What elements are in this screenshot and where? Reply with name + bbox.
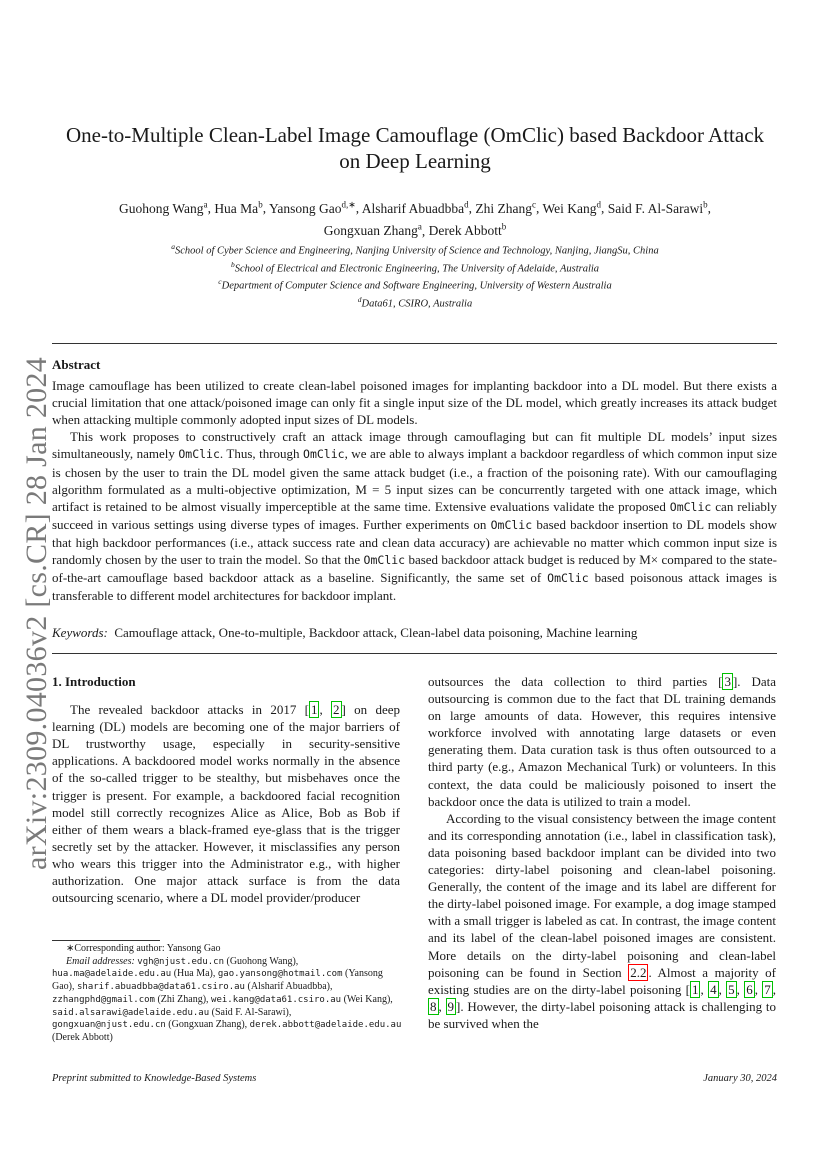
author: Gongxuan Zhang$^a$	[323, 221, 422, 238]
affiliation: $^c$Department of Computer Science and Software Engineering, University of Western Australia	[218, 277, 612, 292]
citation-link[interactable]: 1	[310, 702, 318, 718]
paper-title	[60, 122, 770, 174]
email-link[interactable]: hua.ma@adelaide.edu.au	[52, 969, 172, 980]
email-link[interactable]: derek.abbott@adelaide.edu.au	[249, 1020, 402, 1031]
affiliation: $^b$School of Electrical and Electronic Engineering, The University of Adelaide, Australia	[230, 259, 600, 274]
author: Alsharif Abuadbba$^d$	[361, 199, 469, 216]
abstract-bottom-rule	[52, 653, 777, 654]
intro-paragraph-2: According to the visual consistency between the image content and its corresponding annotation (i.e., label in classification task), data poisoning based backdoor implant can be divided into two categories: dirty-label poisoning and clean-label poisoning. Generally, the content of the image and its label are different for the dirty-label poisoned image. For example, a dog image stamped with a small trigger is labeled as cat. In contrast, the image content and its label of the clean-label poisoned images are consistent. More details on the dirty-label poisoning and clean-label poisoning can be found in Section 2.2 . Almost a majority of existing studies are on the dirty-label poisoning [ 1 , 4 , 5 , 6 , 7 , 8 , 9 ]. However, the dirty-label poisoning attack is challenging to be survived when the	[428, 810, 777, 1031]
abstract-paragraph-1: Image camouflage has been utilized to create clean-label poisoned images for implanting backdoor into a DL model. But there exists a crucial limitation that one attack/poisoned image can only fit a single input size of the DL model, which greatly increases its attack budget when attacking multiple commonly adopted input sizes of DL models.	[52, 378, 777, 428]
email-addresses: Email addresses: vgh@njust.edu.cn (Guohong Wang), hua.ma@adelaide.edu.au (Hua Ma), gao.yansong@hotmail.com (Yansong Gao), sharif.abuadbba@data61.csiro.au (Alsharif Abuadbba), zzhangphd@gmail.com (Zhi Zhang), wei.kang@data61.csiro.au (Wei Kang), said.alsarawi@adelaide.edu.au (Said F. Al-Sarawi), gongxuan@njust.edu.cn (Gongxuan Zhang), derek.abbott@adelaide.edu.au (Derek Abbott)	[52, 955, 402, 1043]
author: Yansong Gao$^{d,∗}$	[268, 199, 356, 216]
email-link[interactable]: vgh@njust.edu.cn	[137, 956, 224, 967]
page-footer	[52, 1073, 777, 1084]
citation-link[interactable]: 6	[746, 981, 753, 997]
author: Derek Abbott$^b$	[428, 221, 507, 238]
citation-link[interactable]: 4	[710, 981, 717, 997]
email-link[interactable]: gao.yansong@hotmail.com	[217, 969, 343, 980]
abstract	[52, 356, 777, 604]
footnote-rule	[52, 940, 160, 941]
abstract-paragraph-2: This work proposes to constructively craft an attack image through camouflaging but can fit multiple DL models’ input sizes simultaneously, namely OmClic. Thus, through OmClic, we are able to always implant a backdoor regardless of which common input size is chosen by the user to train the DL model given the same attack budget (i.e., a fraction of the poisoning rate). With our camouflaging algorithm formulated as a multi-objective optimization, M = 5 input sizes can be concurrently targeted with one attack image, which artifact is retained to be almost visually imperceptible at the same time. Extensive evaluations validate the proposed OmClic can reliably succeed in various settings using diverse types of images. Further experiments on OmClic based backdoor insertion to DL models show that high backdoor performances (i.e., attack success rate and clean data accuracy) are achievable no matter which common input size is randomly chosen by the user to train the model. So that the OmClic based backdoor attack budget is reduced by M× compared to the state-of-the-art camouflage based backdoor attack as a baseline. Significantly, the same set of OmClic based poisonous attack images is transferable to different model architectures for backdoor implant.	[52, 429, 778, 604]
arxiv-id: arXiv:2309.04036v2 [cs.CR] 28 Jan 2024	[20, 356, 53, 870]
corresponding-author-note: ∗Corresponding author: Yansong Gao	[66, 943, 221, 954]
citation-link[interactable]: 3	[724, 674, 731, 689]
author: Zhi Zhang$^c$	[475, 199, 536, 216]
affiliation: $^d$Data61, CSIRO, Australia	[357, 294, 473, 309]
author: Wei Kang$^d$	[542, 199, 602, 216]
affiliations	[70, 240, 760, 310]
email-link[interactable]: said.alsarawi@adelaide.edu.au	[52, 1007, 210, 1018]
footer-date: January 30, 2024	[703, 1073, 777, 1084]
citation-link[interactable]: 8	[430, 998, 437, 1014]
citation-link[interactable]: 7	[764, 981, 771, 997]
email-link[interactable]: sharif.abuadbba@data61.csiro.au	[77, 982, 245, 993]
citation-link[interactable]: 9	[447, 998, 455, 1014]
keywords-label: Keywords:	[52, 625, 108, 640]
citation-link[interactable]: 5	[728, 981, 735, 997]
footnotes	[52, 943, 404, 1045]
author: Hua Ma$^b$	[214, 199, 263, 216]
affiliation: $^a$School of Cyber Science and Engineering, Nanjing University of Science and Technology, Nanjing, JiangSu, China	[171, 242, 659, 257]
author: Said F. Al-Sarawi$^b$	[607, 199, 708, 216]
right-column	[428, 673, 776, 1032]
title-line-2: on Deep Learning	[339, 149, 491, 173]
author-list: Guohong Wang$^a$, Hua Ma$^b$, Yansong Gao$^{d,∗}$, Alsharif Abuadbba$^d$, Zhi Zhang$^c$, Wei Kang$^d$, Said F. Al-Sarawi$^b$, Gongxuan Zhang$^a$, Derek Abbott$^b$	[119, 199, 711, 238]
email-link[interactable]: wei.kang@data61.csiro.au	[211, 994, 342, 1005]
section-ref-link[interactable]: 2.2	[630, 964, 647, 980]
intro-paragraph-1-cont: outsources the data collection to third parties [ 3 ]. Data outsourcing is common due to the fact that DL training demands on large amounts of data. However, this requires intensive workforce involved with annotating large datasets or even generating them. Data curation task is thus often outsourced to a third party (e.g., Amazon Mechanical Turk) or volunteers. In this context, the data could be maliciously poisoned to insert the backdoor once the data is utilized to train a model.	[428, 674, 776, 809]
section-heading-introduction: 1. Introduction	[52, 674, 136, 689]
left-column	[52, 673, 400, 906]
email-link[interactable]: gongxuan@njust.edu.cn	[52, 1020, 166, 1031]
author: Guohong Wang$^a$	[119, 199, 208, 216]
keywords-list: Camouflage attack, One-to-multiple, Backdoor attack, Clean-label data poisoning, Machine learning	[114, 625, 638, 640]
email-link[interactable]: zzhangphd@gmail.com	[52, 994, 155, 1005]
citation-link[interactable]: 2	[333, 702, 340, 718]
keywords	[52, 625, 777, 641]
abstract-top-rule	[52, 343, 777, 344]
footer-journal: Preprint submitted to Knowledge-Based Systems	[52, 1073, 257, 1084]
title-line-1: One-to-Multiple Clean-Label Image Camouflage (OmClic) based Backdoor Attack	[65, 123, 765, 147]
intro-paragraph-1: The revealed backdoor attacks in 2017 [ 1 , 2 ] on deep learning (DL) models are becoming one of the major barriers of DL trustworthy usage, especially in security-sensitive applications. A backdoored model works normally in the absence of the so-called trigger to be stealthy, but misbehaves once the trigger is present. For example, a backdoored facial recognition model still correctly recognizes Alice as Alice, Bob as Bob if either of them wears a black-framed eye-glass that is the trigger secretly set by the attacker. However, it misclassifies any person who wears this trigger into the Administrator e.g., with higher authorization. One major attack surface is from the data outsourcing scenario, where a DL model provider/producer	[52, 702, 401, 906]
abstract-heading: Abstract	[52, 357, 101, 372]
citation-link[interactable]: 1	[691, 981, 699, 997]
